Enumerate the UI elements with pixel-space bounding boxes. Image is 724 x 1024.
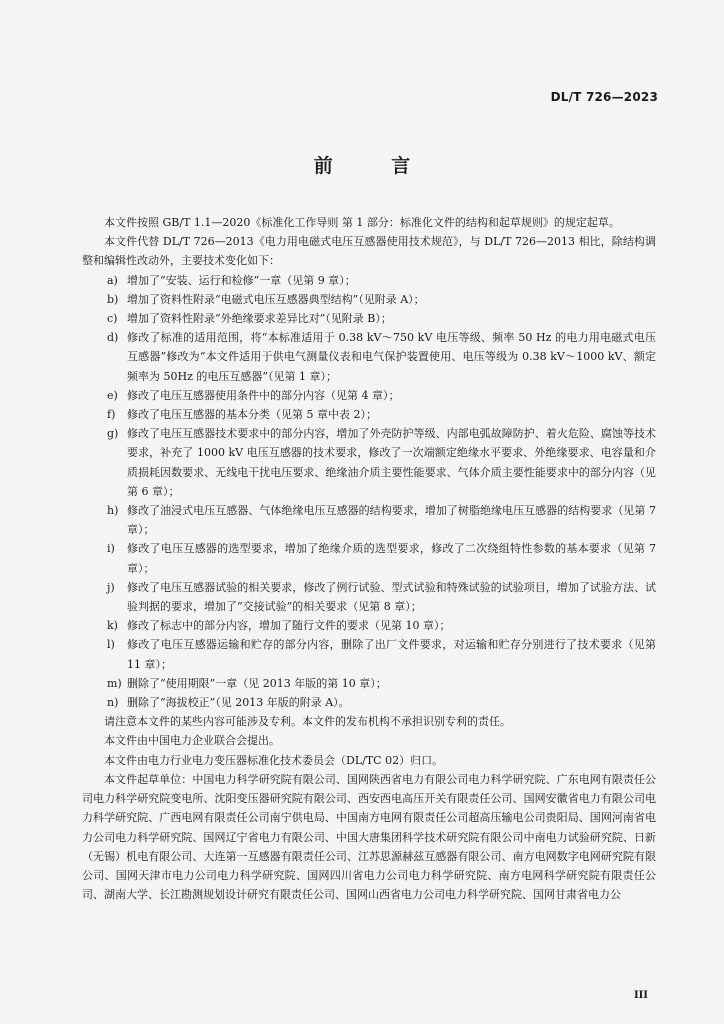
- list-item: [107, 309, 656, 328]
- list-item-mark: e): [107, 388, 118, 402]
- page-title: 前 言: [313, 155, 437, 177]
- paragraph-patent-notice: 请注意本文件的某些内容可能涉及专利。本文件的发布机构不承担识别专利的责任。: [104, 715, 511, 729]
- list-item-text: 增加了资料性附录“电磁式电压互感器典型结构”（见附录 A）；: [127, 292, 425, 306]
- list-item-text: 修改了电压互感器运输和贮存的部分内容，删除了出厂文件要求，对运输和贮存分别进行了技术要求（见第 11 章）；: [127, 638, 656, 671]
- list-item-mark: m): [107, 676, 122, 690]
- list-item: [107, 616, 656, 635]
- list-item: [107, 578, 656, 616]
- list-item-mark: j): [107, 580, 115, 594]
- paragraph-drafting-units: 本文件起草单位：中国电力科学研究院有限公司、国网陕西省电力有限公司电力科学研究院、广东电网有限责任公司电力科学研究院变电所、沈阳变压器研究院有限公司、西安西电高压开关有限责任公司、国网安徽省电力有限公司电力科学研究院、广西电网有限责任公司南宁供电局、中国南方电网有限责任公司超高压输电公司贵阳局、国网河南省电力公司电力科学研究院、国网辽宁省电力有限公司、中国大唐集团科学技术研究院有限公司中南电力试验研究院、日新（无锡）机电有限公司、大连第一互感器有限责任公司、江苏思源赫兹互感器有限公司、南方电网数字电网研究院有限公司、国网天津市电力公司电力科学研究院、国网四川省电力公司电力科学研究院、南方电网科学研究院有限责任公司、湖南大学、长江勘测规划设计研究有限责任公司、国网山西省电力公司电力科学研究院、国网甘肃省电力公: [82, 772, 656, 902]
- list-item-mark: n): [107, 696, 119, 710]
- list-item-text: 修改了标志中的部分内容，增加了随行文件的要求（见第 10 章）；: [127, 619, 451, 633]
- list-item-text: 删除了“海拔校正”（见 2013 年版的附录 A）。: [127, 696, 350, 710]
- list-item-text: 修改了油浸式电压互感器、气体绝缘电压互感器的结构要求，增加了树脂绝缘电压互感器的结构要求（见第 7 章）；: [127, 504, 656, 537]
- list-item: [107, 328, 656, 386]
- list-item-mark: b): [107, 292, 119, 306]
- standard-code-header: DL/T 726—2023: [550, 90, 658, 104]
- changes-list: [82, 271, 656, 713]
- page-number: III: [633, 990, 648, 1001]
- paragraph-committee: 本文件由电力行业电力变压器标准化技术委员会（DL/TC 02）归口。: [104, 753, 444, 767]
- list-item-text: 修改了电压互感器技术要求中的部分内容，增加了外壳防护等级、内部电弧故障防护、着火危险、腐蚀等技术要求，补充了 1000 kV 电压互感器的技术要求，修改了一次端额定绝缘水平要求、外绝缘要求、电容量和介质损耗因数要求、无线电干扰电压要求、绝缘油介质主要性能要求、气体介质主要性能要求中的部分内容（见第 6 章）；: [127, 427, 656, 498]
- list-item-mark: g): [107, 427, 119, 441]
- list-item-mark: a): [107, 273, 118, 287]
- list-item-mark: k): [107, 619, 118, 633]
- list-item: [107, 271, 656, 290]
- list-item-text: 修改了电压互感器试验的相关要求，修改了例行试验、型式试验和特殊试验的试验项目，增加了试验方法、试验判据的要求，增加了“交接试验”的相关要求（见第 8 章）；: [127, 580, 656, 614]
- list-item: [107, 501, 656, 539]
- list-item: [107, 693, 656, 712]
- list-item-text: 修改了电压互感器的基本分类（见第 5 章中表 2）；: [127, 408, 377, 422]
- list-item: [107, 290, 656, 309]
- list-item: [107, 386, 656, 405]
- list-item-text: 增加了资料性附录“外绝缘要求差异比对”（见附录 B）；: [127, 312, 392, 326]
- list-item: [107, 635, 656, 673]
- document-body: [82, 213, 656, 904]
- list-item: [107, 674, 656, 693]
- list-item-mark: i): [107, 542, 115, 556]
- list-item-mark: l): [107, 638, 115, 652]
- paragraph-drafting-basis: 本文件按照 GB/T 1.1—2020《标准化工作导则 第 1 部分：标准化文件的结构和起草规则》的规定起草。: [104, 216, 620, 229]
- list-item-text: 增加了“安装、运行和检修”一章（见第 9 章）；: [127, 273, 356, 287]
- list-item: [107, 424, 656, 501]
- list-item-mark: h): [107, 504, 119, 518]
- list-item-text: 修改了标准的适用范围，将“本标准适用于 0.38 kV～750 kV 电压等级、频率 50 Hz 的电力用电磁式电压互感器”修改为“本文件适用于供电气测量仪表和电气保护装置使用、电压等级为 0.38 kV～1000 kV、额定频率为 50Hz 的电压互感器”（见第 1 章）；: [127, 331, 656, 383]
- list-item-mark: c): [107, 312, 118, 326]
- list-item-mark: d): [107, 331, 119, 345]
- list-item-text: 修改了电压互感器的选型要求，增加了绝缘介质的选型要求，修改了二次绕组特性参数的基本要求（见第 7 章）；: [127, 542, 656, 575]
- list-item-text: 修改了电压互感器使用条件中的部分内容（见第 4 章）；: [127, 388, 400, 402]
- list-item: [107, 405, 656, 424]
- paragraph-proposer: 本文件由中国电力企业联合会提出。: [104, 734, 280, 748]
- list-item: [107, 539, 656, 577]
- list-item-mark: f): [107, 408, 116, 422]
- list-item-text: 删除了“使用期限”一章（见 2013 年版的第 10 章）；: [127, 676, 387, 690]
- paragraph-replacement-note: 本文件代替 DL/T 726—2013《电力用电磁式电压互感器使用技术规范》，与 DL/T 726—2013 相比，除结构调整和编辑性改动外，主要技术变化如下：: [82, 235, 656, 268]
